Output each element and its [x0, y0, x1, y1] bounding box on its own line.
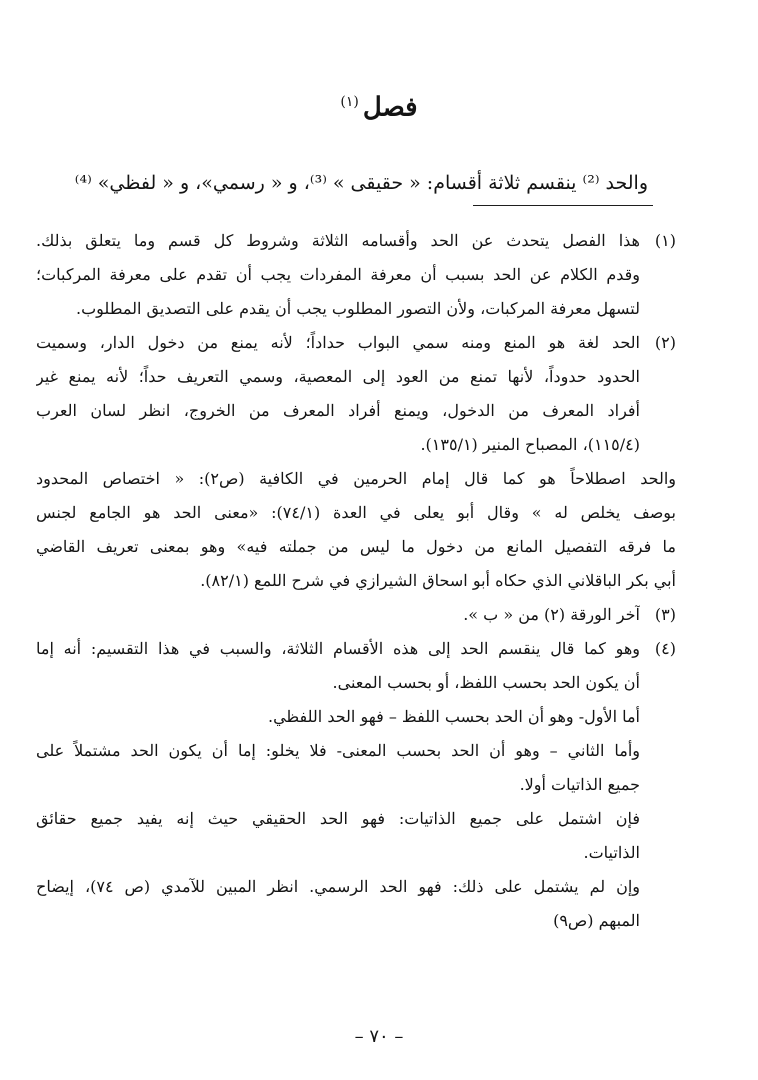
footnote-line: هذا الفصل يتحدث عن الحد وأقسامه الثلاثة وشروط كل قسم وما يتعلق بذلك.: [36, 231, 640, 250]
footnote-2: [36, 326, 676, 598]
footnote-number: (٢): [654, 333, 676, 352]
footnote-line: وإن لم يشتمل على ذلك: فهو الحد الرسمي. انظر المبين للآمدي (ص ٧٤)، إيضاح: [36, 877, 640, 896]
footnote-line: وأما الثاني – وهو أن الحد بحسب المعنى- فلا يخلو: إما أن يكون الحد مشتملاً على: [36, 741, 640, 760]
footnote-line: (١١٥/٤)، المصباح المنير (١٣٥/١).: [420, 435, 640, 454]
footnote-line: الذاتيات.: [583, 843, 640, 862]
chapter-footnote-ref: (١): [340, 94, 359, 110]
main-text-line: والحد ⁽²⁾ ينقسم ثلاثة أقسام: « حقيقى » ⁽³⁾، و « رسمي»، و « لفظي» ⁽⁴⁾: [74, 172, 648, 194]
footnote-number: (٣): [654, 605, 676, 624]
chapter-heading: [0, 82, 758, 128]
footnote-line: أن يكون الحد بحسب اللفظ، أو بحسب المعنى.: [332, 673, 640, 692]
footnote-line: ما فرقه التفصيل المانع من دخول ما ليس من جملته فيه» وهو بمعنى تعريف القاضي: [36, 537, 676, 556]
footnote-line: لتسهل معرفة المركبات، ولأن التصور المطلوب يجب أن يقدم على التصديق المطلوب.: [76, 299, 640, 318]
footnote-line: جميع الذاتيات أولا.: [519, 775, 640, 794]
footnote-number: (١): [654, 231, 676, 250]
footnote-line: الحد لغة هو المنع ومنه سمي البواب حداداً؛ لأنه يمنع من دخول الدار، وسميت: [36, 333, 640, 352]
footnote-3: [36, 598, 676, 632]
footnote-line: فإن اشتمل على جميع الذاتيات: فهو الحد الحقيقي حيث إنه يفيد جميع حقائق: [36, 809, 640, 828]
footnote-line: وقدم الكلام عن الحد بسبب أن معرفة المفردات يجب أن تقدم على معرفة المركبات؛: [36, 265, 640, 284]
page-number: – ٧٠ –: [354, 1026, 404, 1047]
footnotes: [36, 224, 676, 938]
footnote-line: أفراد المعرف من الدخول، ويمنع أفراد المعرف من الخروج، انظر لسان العرب: [36, 401, 640, 420]
footnote-separator: [473, 205, 653, 206]
footnote-number: (٤): [654, 639, 676, 658]
footnote-1: [36, 224, 676, 326]
footnote-line: بوصف يخلص له » وقال أبو يعلى في العدة (٧٤/١): «معنى الحد هو الجامع لجنس: [36, 503, 676, 522]
footnote-line: وهو كما قال ينقسم الحد إلى هذه الأقسام الثلاثة، والسبب في هذا التقسيم: أنه إما: [36, 639, 640, 658]
footnote-line: والحد اصطلاحاً هو كما قال إمام الحرمين في الكافية (ص٢): « اختصاص المحدود: [36, 469, 676, 488]
footnote-4: [36, 632, 676, 938]
footnote-line: الحدود حدوداً، لأنها تمنع من العود إلى المعصية، وسمي التعريف حداً؛ لأنه يمنع غير: [36, 367, 640, 386]
footnote-line: أبي بكر الباقلاني الذي حكاه أبو اسحاق الشيرازي في شرح اللمع (٨٢/١).: [200, 571, 676, 590]
footnote-line: أما الأول- وهو أن الحد بحسب اللفظ – فهو الحد اللفظي.: [267, 707, 640, 726]
chapter-title: فصل: [362, 92, 418, 123]
footnote-line: المبهم (ص٩): [553, 911, 640, 930]
footnote-line: آخر الورقة (٢) من « ب ».: [463, 605, 640, 624]
